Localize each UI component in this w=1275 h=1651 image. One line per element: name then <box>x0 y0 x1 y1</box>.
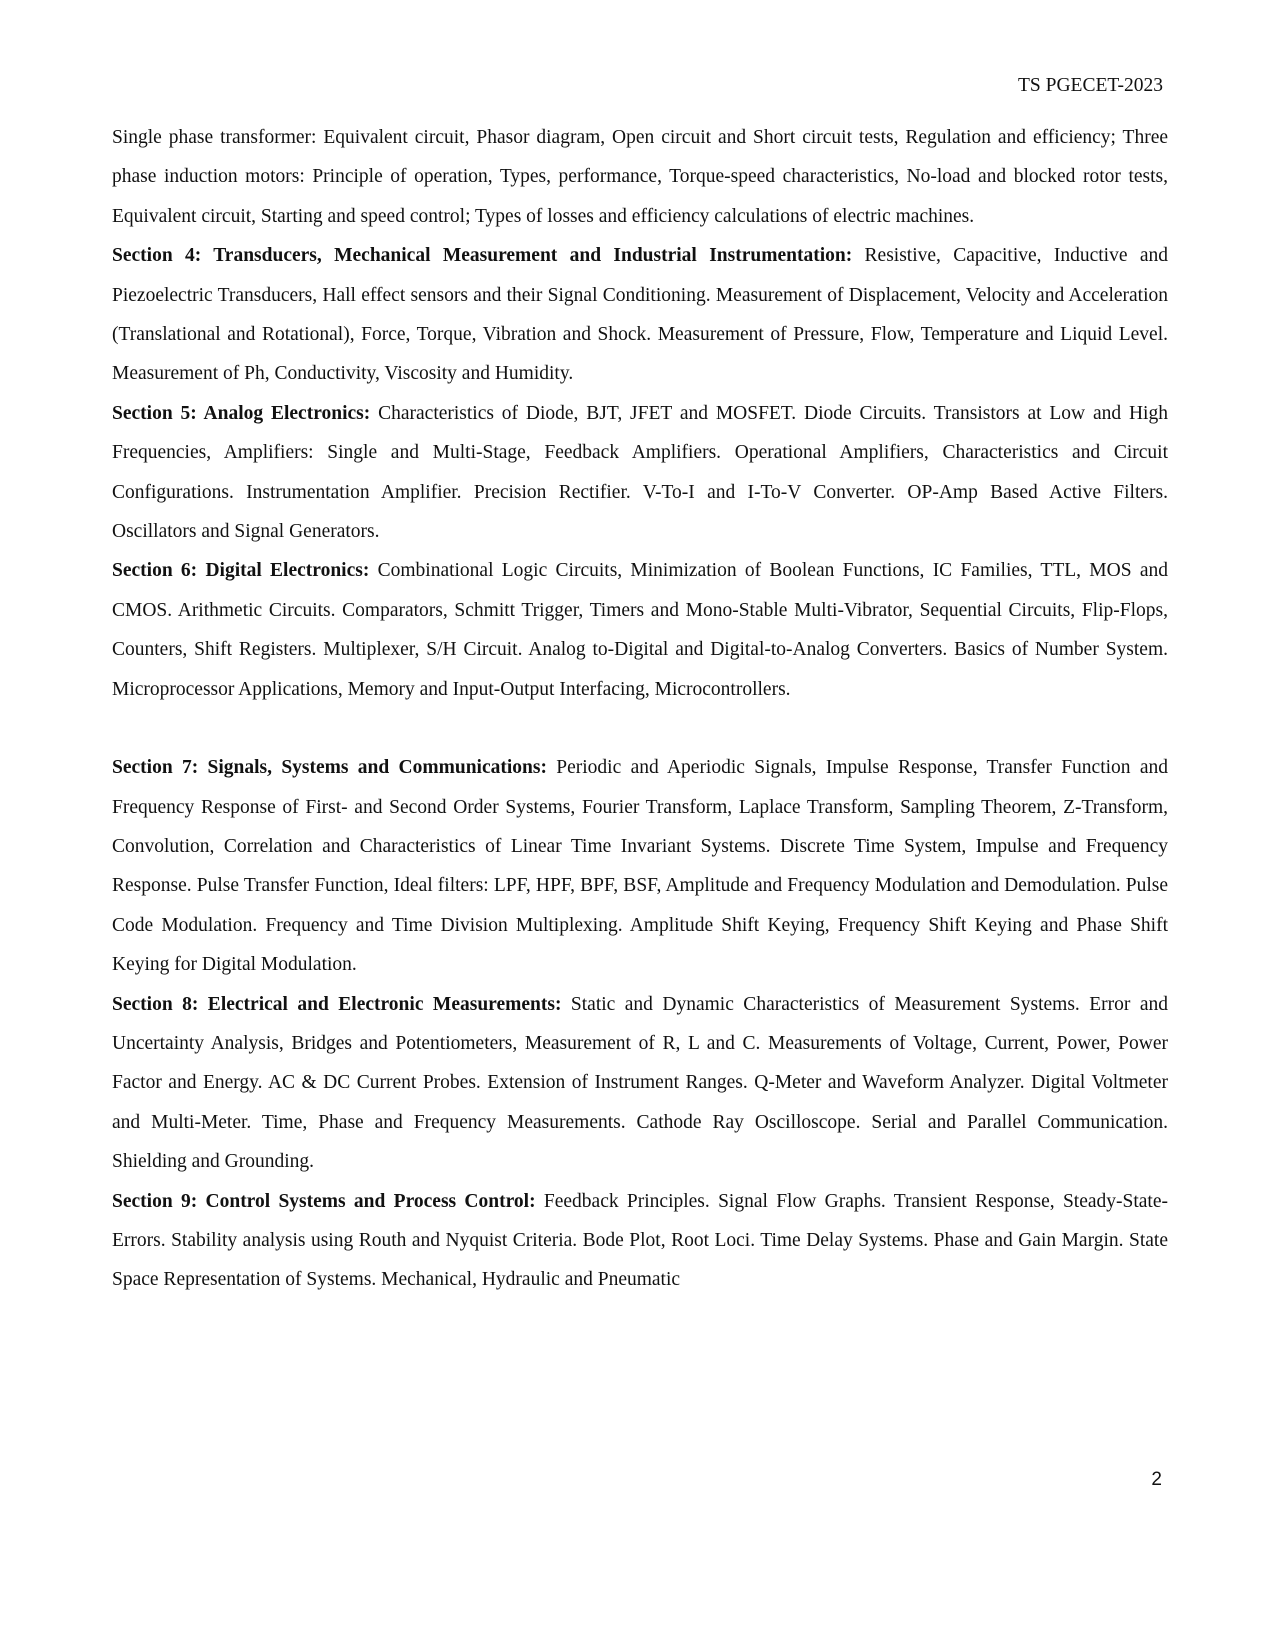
paragraph-section-7 <box>112 748 1168 984</box>
paragraph-section-8 <box>112 985 1168 1182</box>
paragraph-body: Feedback Principles. Signal Flow Graphs. Transient Response, Steady-State-Errors. Stability analysis using Routh and Nyquist Criteria. Bode Plot, Root Loci. Time Delay Systems. Phase and Gain Margin. State Space Representation of Systems. Mechanical, Hydraulic and Pneumatic <box>112 1190 1168 1291</box>
paragraph-section-9 <box>112 1182 1168 1300</box>
page-number: 2 <box>1151 1469 1162 1490</box>
paragraph-body: Static and Dynamic Characteristics of Measurement Systems. Error and Uncertainty Analysis, Bridges and Potentiometers, Measurement of R, L and C. Measurements of Voltage, Current, Power, Power Factor and Energy. AC & DC Current Probes. Extension of Instrument Ranges. Q-Meter and Waveform Analyzer. Digital Voltmeter and Multi-Meter. Time, Phase and Frequency Measurements. Cathode Ray Oscilloscope. Serial and Parallel Communication. Shielding and Grounding. <box>112 993 1168 1173</box>
paragraph-body: Combinational Logic Circuits, Minimization of Boolean Functions, IC Families, TTL, MOS and CMOS. Arithmetic Circuits. Comparators, Schmitt Trigger, Timers and Mono-Stable Multi-Vibrator, Sequential Circuits, Flip-Flops, Counters, Shift Registers. Multiplexer, S/H Circuit. Analog to-Digital and Digital-to-Analog Converters. Basics of Number System. Microprocessor Applications, Memory and Input-Output Interfacing, Microcontrollers. <box>112 560 1168 700</box>
section-heading: Section 8: Electrical and Electronic Measurements: <box>112 993 562 1015</box>
section-heading: Section 7: Signals, Systems and Communications: <box>112 757 547 779</box>
section-heading: Section 6: Digital Electronics: <box>112 560 370 582</box>
paragraph-body: Single phase transformer: Equivalent circuit, Phasor diagram, Open circuit and Short circuit tests, Regulation and efficiency; Three phase induction motors: Principle of operation, Types, performance, Torque-speed characteristics, No-load and blocked rotor tests, Equivalent circuit, Starting and speed control; Types of losses and efficiency calculations of electric machines. <box>112 127 1168 227</box>
section-heading: Section 5: Analog Electronics: <box>112 402 371 424</box>
section-heading: Section 9: Control Systems and Process Control: <box>112 1190 536 1212</box>
paragraph-body: Resistive, Capacitive, Inductive and Piezoelectric Transducers, Hall effect sensors and their Signal Conditioning. Measurement of Displacement, Velocity and Acceleration (Translational and Rotational), Force, Torque, Vibration and Shock. Measurement of Pressure, Flow, Temperature and Liquid Level. Measurement of Ph, Conductivity, Viscosity and Humidity. <box>112 245 1168 385</box>
paragraph-body: Characteristics of Diode, BJT, JFET and MOSFET. Diode Circuits. Transistors at Low and High Frequencies, Amplifiers: Single and Multi-Stage, Feedback Amplifiers. Operational Amplifiers, Characteristics and Circuit Configurations. Instrumentation Amplifier. Precision Rectifier. V-To-I and I-To-V Converter. OP-Amp Based Active Filters. Oscillators and Signal Generators. <box>112 402 1168 543</box>
syllabus-content <box>112 118 1168 1300</box>
paragraph-electrical-machines <box>112 118 1168 236</box>
paragraph-section-6 <box>112 551 1168 709</box>
paragraph-body: Periodic and Aperiodic Signals, Impulse Response, Transfer Function and Frequency Response of First- and Second Order Systems, Fourier Transform, Laplace Transform, Sampling Theorem, Z-Transform, Convolution, Correlation and Characteristics of Linear Time Invariant Systems. Discrete Time System, Impulse and Frequency Response. Pulse Transfer Function, Ideal filters: LPF, HPF, BPF, BSF, Amplitude and Frequency Modulation and Demodulation. Pulse Code Modulation. Frequency and Time Division Multiplexing. Amplitude Shift Keying, Frequency Shift Keying and Phase Shift Keying for Digital Modulation. <box>112 757 1168 976</box>
section-heading: Section 4: Transducers, Mechanical Measurement and Industrial Instrumentation: <box>112 245 853 267</box>
paragraph-section-4 <box>112 236 1168 394</box>
page-header: TS PGECET-2023 <box>1017 75 1163 96</box>
paragraph-section-5 <box>112 394 1168 552</box>
